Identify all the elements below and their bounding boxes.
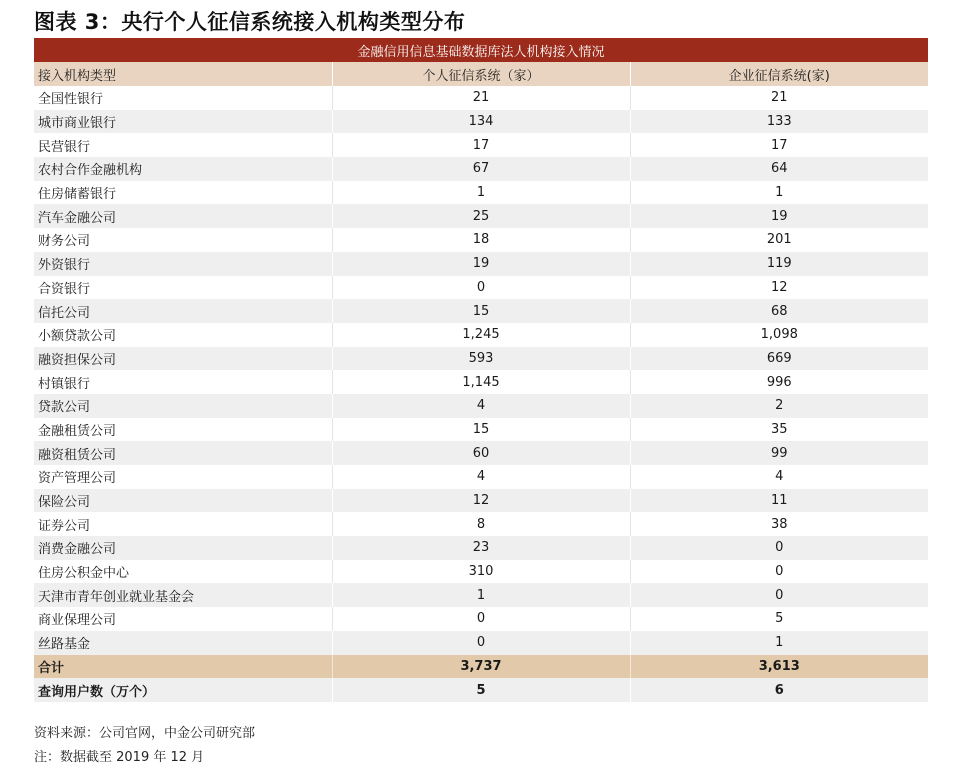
cell-enterprise-count: 19 [630, 204, 928, 228]
cell-institution-type: 城市商业银行 [34, 110, 332, 134]
cell-personal-count: 25 [332, 204, 630, 228]
cell-institution-type: 资产管理公司 [34, 465, 332, 489]
table-row [34, 536, 928, 560]
cell-enterprise-count: 5 [630, 607, 928, 631]
table-row [34, 418, 928, 442]
cell-enterprise-count: 201 [630, 228, 928, 252]
cell-enterprise-count: 68 [630, 299, 928, 323]
cell-enterprise-count: 1 [630, 181, 928, 205]
cell-institution-type: 农村合作金融机构 [34, 157, 332, 181]
cell-personal-count: 15 [332, 418, 630, 442]
table-row [34, 607, 928, 631]
cell-institution-type: 融资租赁公司 [34, 441, 332, 465]
source-note: 资料来源：公司官网，中金公司研究部 [34, 726, 256, 741]
cell-personal-count: 593 [332, 347, 630, 371]
cell-enterprise-count: 12 [630, 276, 928, 300]
footnotes [34, 722, 255, 770]
cell-enterprise-count: 21 [630, 86, 928, 110]
cell-enterprise-count: 99 [630, 441, 928, 465]
table-body [34, 38, 928, 702]
query-users-label: 查询用户数（万个） [34, 678, 332, 702]
cell-personal-count: 1,245 [332, 323, 630, 347]
query-users-row [34, 678, 928, 702]
cell-personal-count: 134 [332, 110, 630, 134]
cell-institution-type: 贷款公司 [34, 394, 332, 418]
cell-enterprise-count: 35 [630, 418, 928, 442]
cell-personal-count: 67 [332, 157, 630, 181]
table-row [34, 394, 928, 418]
cell-institution-type: 金融租赁公司 [34, 418, 332, 442]
table-row [34, 465, 928, 489]
cell-personal-count: 310 [332, 560, 630, 584]
header-enterprise-system: 企业征信系统(家) [630, 62, 928, 86]
table-banner: 金融信用信息基础数据库法人机构接入情况 [34, 38, 928, 62]
cell-personal-count: 0 [332, 631, 630, 655]
cell-institution-type: 小额贷款公司 [34, 323, 332, 347]
cell-enterprise-count: 17 [630, 133, 928, 157]
table-row [34, 110, 928, 134]
cell-institution-type: 住房储蓄银行 [34, 181, 332, 205]
cell-institution-type: 信托公司 [34, 299, 332, 323]
table-row [34, 299, 928, 323]
cell-personal-count: 19 [332, 252, 630, 276]
cell-institution-type: 证券公司 [34, 512, 332, 536]
cell-institution-type: 天津市青年创业就业基金会 [34, 583, 332, 607]
cell-institution-type: 商业保理公司 [34, 607, 332, 631]
cell-personal-count: 21 [332, 86, 630, 110]
table-row [34, 560, 928, 584]
cell-personal-count: 18 [332, 228, 630, 252]
cell-enterprise-count: 1,098 [630, 323, 928, 347]
cell-enterprise-count: 11 [630, 489, 928, 513]
table-row [34, 370, 928, 394]
cell-institution-type: 全国性银行 [34, 86, 332, 110]
table-row [34, 181, 928, 205]
cell-institution-type: 丝路基金 [34, 631, 332, 655]
cell-institution-type: 住房公积金中心 [34, 560, 332, 584]
table-row [34, 441, 928, 465]
cell-personal-count: 15 [332, 299, 630, 323]
table-row [34, 512, 928, 536]
query-users-personal: 5 [332, 678, 630, 702]
cell-institution-type: 合资银行 [34, 276, 332, 300]
cell-institution-type: 保险公司 [34, 489, 332, 513]
cell-enterprise-count: 0 [630, 560, 928, 584]
total-row [34, 655, 928, 679]
table-row [34, 252, 928, 276]
cell-personal-count: 60 [332, 441, 630, 465]
table-row [34, 323, 928, 347]
cell-enterprise-count: 0 [630, 583, 928, 607]
cell-personal-count: 4 [332, 465, 630, 489]
cell-enterprise-count: 64 [630, 157, 928, 181]
cell-enterprise-count: 1 [630, 631, 928, 655]
header-personal-system: 个人征信系统（家） [332, 62, 630, 86]
cell-enterprise-count: 996 [630, 370, 928, 394]
total-personal: 3,737 [332, 655, 630, 679]
table-row [34, 204, 928, 228]
table-row [34, 228, 928, 252]
cell-personal-count: 23 [332, 536, 630, 560]
table-header-row [34, 62, 928, 86]
query-users-enterprise: 6 [630, 678, 928, 702]
figure-title: 图表 3：央行个人征信系统接入机构类型分布 [34, 10, 466, 34]
cell-institution-type: 民营银行 [34, 133, 332, 157]
table-row [34, 157, 928, 181]
table-row [34, 489, 928, 513]
date-note: 注：数据截至 2019 年 12 月 [34, 750, 205, 765]
cell-institution-type: 村镇银行 [34, 370, 332, 394]
cell-enterprise-count: 119 [630, 252, 928, 276]
cell-personal-count: 0 [332, 276, 630, 300]
cell-enterprise-count: 38 [630, 512, 928, 536]
table-row [34, 133, 928, 157]
cell-institution-type: 消费金融公司 [34, 536, 332, 560]
cell-enterprise-count: 0 [630, 536, 928, 560]
institution-table [34, 38, 928, 702]
total-enterprise: 3,613 [630, 655, 928, 679]
table-row [34, 276, 928, 300]
cell-institution-type: 融资担保公司 [34, 347, 332, 371]
cell-personal-count: 1 [332, 583, 630, 607]
table-row [34, 583, 928, 607]
cell-institution-type: 外资银行 [34, 252, 332, 276]
cell-personal-count: 12 [332, 489, 630, 513]
cell-enterprise-count: 4 [630, 465, 928, 489]
header-institution-type: 接入机构类型 [34, 62, 332, 86]
cell-personal-count: 17 [332, 133, 630, 157]
cell-personal-count: 1 [332, 181, 630, 205]
cell-enterprise-count: 2 [630, 394, 928, 418]
cell-institution-type: 汽车金融公司 [34, 204, 332, 228]
cell-personal-count: 4 [332, 394, 630, 418]
cell-personal-count: 0 [332, 607, 630, 631]
table-row [34, 631, 928, 655]
cell-enterprise-count: 133 [630, 110, 928, 134]
cell-personal-count: 1,145 [332, 370, 630, 394]
table-banner-row [34, 38, 928, 62]
table-row [34, 347, 928, 371]
table-row [34, 86, 928, 110]
cell-institution-type: 财务公司 [34, 228, 332, 252]
total-label: 合计 [34, 655, 332, 679]
cell-personal-count: 8 [332, 512, 630, 536]
cell-enterprise-count: 669 [630, 347, 928, 371]
